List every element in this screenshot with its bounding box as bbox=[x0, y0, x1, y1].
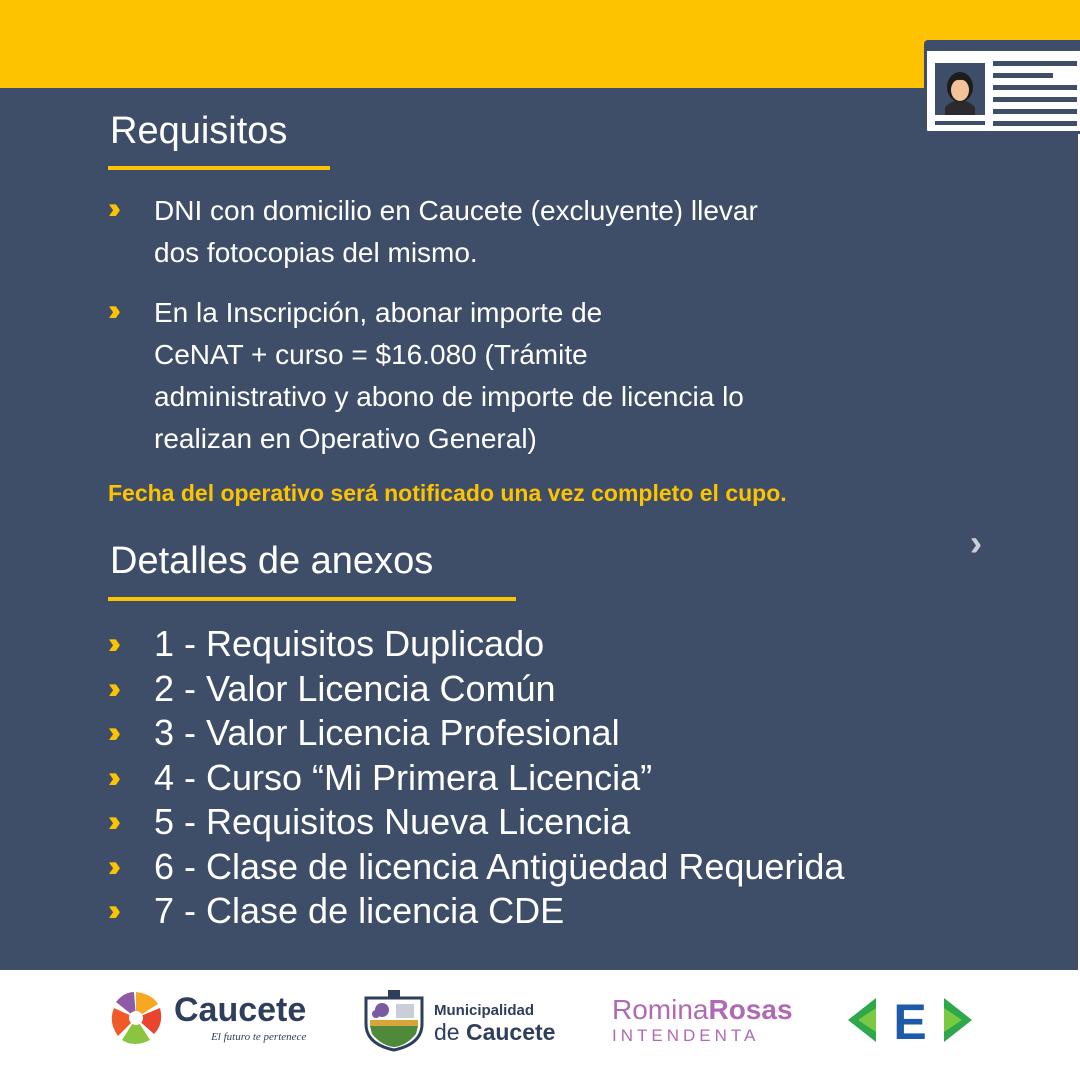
municipalidad-line2: de Caucete bbox=[434, 1018, 556, 1045]
caucete-tagline: El futuro te pertenece bbox=[211, 1031, 307, 1043]
requirement-line: administrativo y abono de importe de licencia lo bbox=[154, 381, 744, 412]
romina-role: INTENDENTA bbox=[612, 1026, 760, 1045]
annexes-title: Detalles de anexos bbox=[110, 540, 434, 582]
double-chevron-icon: ›› bbox=[108, 671, 114, 705]
double-chevron-icon: ›› bbox=[108, 894, 114, 928]
annex-item: ›› 5 - Requisitos Nueva Licencia bbox=[108, 801, 631, 843]
double-chevron-icon: ›› bbox=[108, 716, 114, 750]
annex-list bbox=[108, 622, 844, 934]
annex-item: ›› 7 - Clase de licencia CDE bbox=[108, 890, 565, 932]
annex-item: ›› 1 - Requisitos Duplicado bbox=[108, 623, 545, 665]
top-accent-bar bbox=[0, 0, 1080, 88]
municipal-shield-icon bbox=[362, 990, 426, 1057]
person-icon bbox=[935, 63, 985, 115]
requirements-title-underline bbox=[108, 166, 330, 170]
requirement-item-payment bbox=[108, 292, 744, 460]
caucete-flower-icon bbox=[108, 990, 164, 1046]
double-chevron-icon: ›› bbox=[108, 849, 114, 883]
requirement-line: En la Inscripción, abonar importe de bbox=[154, 297, 603, 328]
municipalidad-line1: Municipalidad bbox=[434, 1002, 535, 1020]
annex-item: ›› 4 - Curso “Mi Primera Licencia” bbox=[108, 756, 653, 798]
requirement-line: dos fotocopias del mismo. bbox=[154, 237, 478, 268]
caucete-logo bbox=[108, 990, 306, 1046]
requirement-line: CeNAT + curso = $16.080 (Trámite bbox=[154, 339, 588, 370]
requirement-line: DNI con domicilio en Caucete (excluyente) llevar bbox=[154, 195, 758, 226]
romina-rosas-logo bbox=[612, 996, 793, 1046]
annex-item: ›› 2 - Valor Licencia Común bbox=[108, 667, 556, 709]
double-chevron-icon: ›› bbox=[108, 805, 114, 839]
double-chevron-icon: ›› bbox=[108, 192, 114, 225]
requirement-item-dni bbox=[108, 190, 758, 274]
double-chevron-icon: ›› bbox=[108, 294, 114, 327]
operative-date-note: Fecha del operativo será notificado una vez completo el cupo. bbox=[108, 480, 787, 506]
annex-item: ›› 6 - Clase de licencia Antigüedad Requerida bbox=[108, 845, 845, 887]
e-letter: E bbox=[893, 994, 927, 1046]
double-chevron-icon: ›› bbox=[108, 627, 114, 661]
double-chevron-icon: ›› bbox=[108, 760, 114, 794]
annexes-title-underline bbox=[108, 597, 516, 601]
id-card-icon bbox=[924, 40, 1080, 134]
caucete-name: Caucete bbox=[174, 991, 307, 1029]
annex-item: ›› 3 - Valor Licencia Profesional bbox=[108, 712, 620, 754]
romina-last-name: Rosas bbox=[708, 994, 793, 1025]
requirement-line: realizan en Operativo General) bbox=[154, 423, 537, 454]
requirements-title: Requisitos bbox=[110, 110, 288, 152]
e-logo bbox=[848, 994, 972, 1046]
municipalidad-logo bbox=[362, 990, 555, 1057]
romina-first-name: Romina bbox=[612, 994, 709, 1025]
e-logo-icon bbox=[848, 994, 972, 1046]
